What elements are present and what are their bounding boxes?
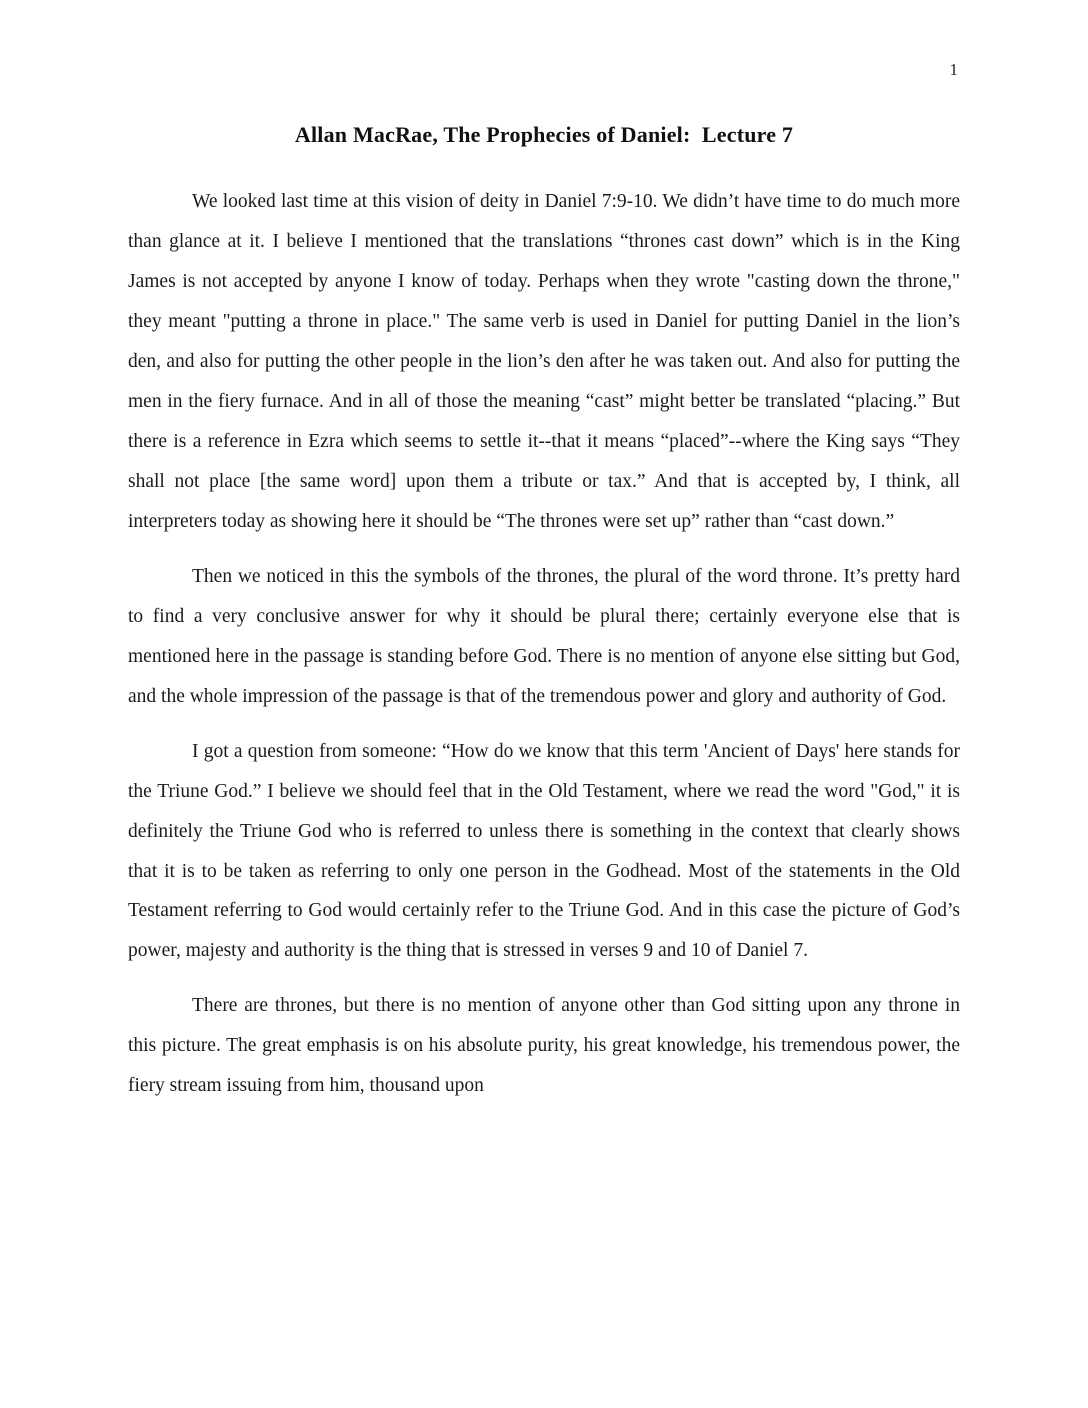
paragraph: We looked last time at this vision of deity in Daniel 7:9-10. We didn’t have time to do much more than glance at it. I believe I mentioned that the translations “thrones cast down” which is in the King James is not accepted by anyone I know of today. Perhaps when they wrote "casting down the throne," they meant "putting a throne in place." The same verb is used in Daniel for putting Daniel in the lion’s den, and also for putting the other people in the lion’s den after he was taken out. And also for putting the men in the fiery furnace. And in all of those the meaning “cast” might better be translated “placing.” But there is a reference in Ezra which seems to settle it--that it means “placed”--where the King says “They shall not place [the same word] upon them a tribute or tax.” And that is accepted by, I think, all interpreters today as showing here it should be “The thrones were set up” rather than “cast down.” bbox=[128, 191, 960, 532]
paragraph: There are thrones, but there is no mention of anyone other than God sitting upon any throne in this picture. The great emphasis is on his absolute purity, his great knowledge, his tremendous power, the fiery stream issuing from him, thousand upon bbox=[128, 995, 960, 1097]
document-title: Allan MacRae, The Prophecies of Daniel: Lecture 7 bbox=[294, 122, 794, 147]
page-number: 1 bbox=[949, 60, 958, 79]
paragraph: Then we noticed in this the symbols of the thrones, the plural of the word throne. It’s pretty hard to find a very conclusive answer for why it should be plural there; certainly everyone else that is mentioned here in the passage is standing before God. There is no mention of anyone else sitting but God, and the whole impression of the passage is that of the tremendous power and glory and authority of God. bbox=[128, 565, 960, 707]
paragraph: I got a question from someone: “How do we know that this term 'Ancient of Days' here stands for the Triune God.” I believe we should feel that in the Old Testament, where we read the word "God," it is definitely the Triune God who is referred to unless there is something in the context that clearly shows that it is to be taken as referring to only one person in the Godhead. Most of the statements in the Old Testament referring to God would certainly refer to the Triune God. And in this case the picture of God’s power, majesty and authority is the thing that is stressed in verses 9 and 10 of Daniel 7. bbox=[128, 740, 960, 962]
document-body bbox=[128, 182, 960, 1106]
